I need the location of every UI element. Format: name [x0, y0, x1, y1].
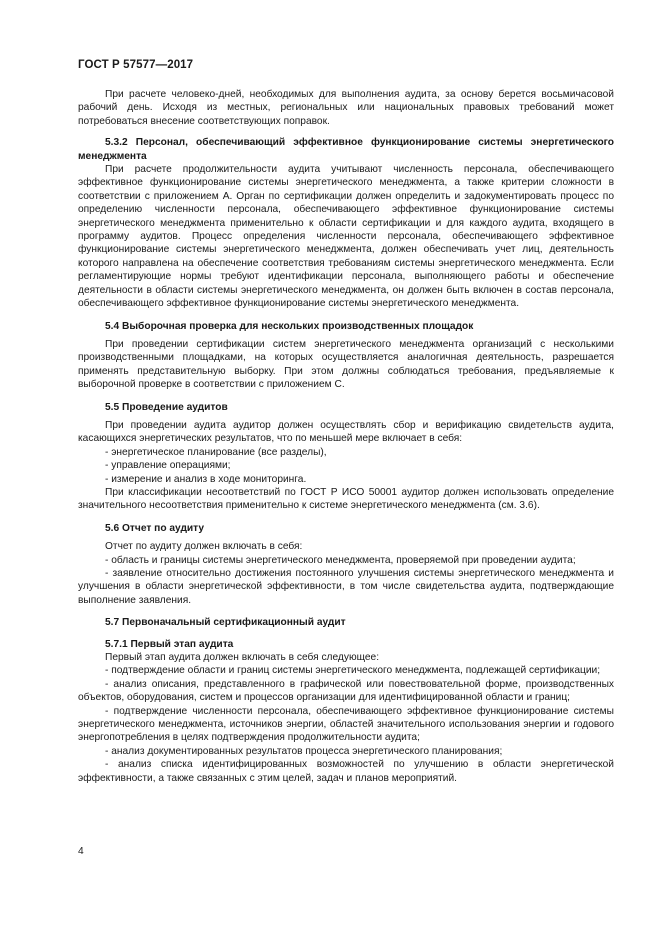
paragraph: При расчете продолжительности аудита учитывают численность персонала, обеспечивающего эффективное функционирование системы энергетического менеджмента, а также критерии сложности в соответствии с приложением А. Орган по сертификации должен определить и задокументировать процесс по определению численности персонала, обеспечивающего эффективное функционирование системы энергетического менеджмента применительно к области сертификации и для каждого аудита, входящего в программу аудитов. Процесс определения численности персонала, обеспечивающего эффективное функционирование системы энергетического менеджмента, должен обеспечивать учет лиц, деятельность которого направлена на обеспечение соответствия требованиям системы энергетического менеджмента. Если регламентирующие нормы требуют идентификации персонала, выполняющего работы и обеспечение деятельности в области системы энергетического менеджмента, он должен быть включен в состав персонала, обеспечивающего эффективное функционирование системы энергетического менеджмента. [78, 164, 614, 310]
list-item: - подтверждение области и границ системы энергетического менеджмента, подлежащей сертификации; [105, 665, 601, 677]
document-header: ГОСТ Р 57577—2017 [78, 59, 194, 71]
section-heading-5-4: 5.4 Выборочная проверка для нескольких производственных площадок [105, 320, 474, 332]
list-item: - анализ списка идентифицированных возможностей по улучшению в области энергетической эффективности, а также связанных с этим целей, задач и планов мероприятий. [78, 759, 614, 784]
paragraph: При расчете человеко-дней, необходимых для выполнения аудита, за основу берется восьмичасовой рабочий день. Исходя из местных, региональных или национальных правовых требований может потребоваться внесение соответствующих поправок. [78, 89, 614, 127]
list-item: - управление операциями; [105, 460, 231, 472]
list-item: - анализ документированных результатов процесса энергетического планирования; [105, 745, 503, 757]
list-item: - подтверждение численности персонала, обеспечивающего эффективное функционирование системы энергетического менеджмента, источников энергии, областей значительного использования энергии и годового энергопотребления в целях подтверждения продолжительности аудита; [78, 705, 614, 744]
page-number: 4 [78, 846, 84, 857]
paragraph: При проведении сертификации систем энергетического менеджмента организаций с несколькими производственными площадками, на которых осуществляется аналогичная деятельность, разрешается применять представительную выборку. При этом должны соблюдаться требования, предъявляемые к выборочной проверке в соответствии с приложением С. [78, 338, 614, 391]
paragraph: Первый этап аудита должен включать в себя следующее: [105, 652, 380, 664]
paragraph: При проведении аудита аудитор должен осуществлять сбор и верификацию свидетельств аудита, касающихся энергетических результатов, что по меньшей мере включает в себя: [78, 419, 614, 445]
list-item: - область и границы системы энергетического менеджмента, проверяемой при проведении аудита; [105, 554, 576, 566]
list-item: - энергетическое планирование (все разделы), [105, 446, 327, 458]
list-item: - измерение и анализ в ходе мониторинга. [105, 473, 307, 485]
list-item: - заявление относительно достижения постоянного улучшения системы энергетического менеджмента и улучшения в области энергетической эффективности, в том числе свидетельства аудита, подтверждающие выполнение заявления. [78, 568, 614, 606]
paragraph: Отчет по аудиту должен включать в себя: [105, 541, 303, 553]
section-heading-5-3-2: 5.3.2 Персонал, обеспечивающий эффективное функционирование системы энергетического менеджмента [78, 137, 614, 162]
section-heading-5-6: 5.6 Отчет по аудиту [105, 522, 205, 534]
section-heading-5-7-1: 5.7.1 Первый этап аудита [105, 638, 234, 650]
document-body [78, 88, 614, 785]
paragraph: При классификации несоответствий по ГОСТ Р ИСО 50001 аудитор должен использовать определение значительного несоответствия применительно к системе энергетического менеджмента (см. 3.6). [78, 486, 614, 512]
section-heading-5-7: 5.7 Первоначальный сертификационный аудит [105, 617, 346, 629]
list-item: - анализ описания, представленного в графической или повествовательной форме, производственных объектов, оборудования, систем и процессов организации для идентифицированной области и границ; [78, 678, 614, 704]
section-heading-5-5: 5.5 Проведение аудитов [105, 401, 228, 413]
